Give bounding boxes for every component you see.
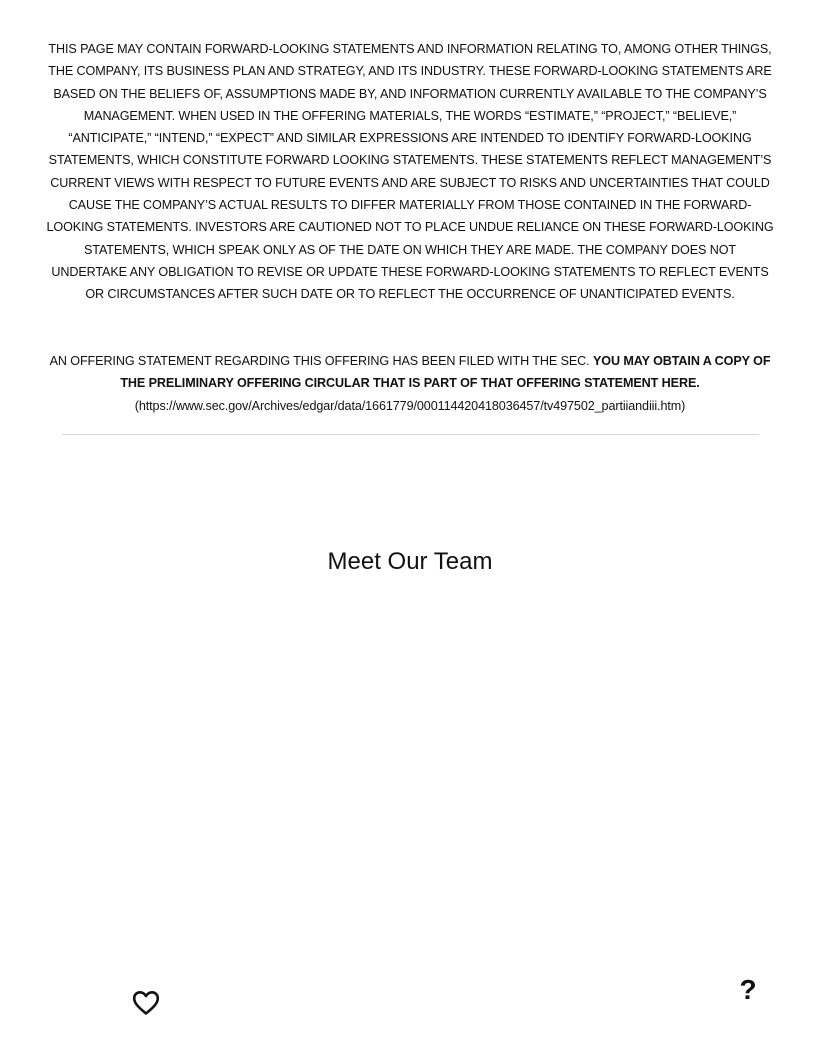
- question-icon[interactable]: ?: [739, 974, 757, 1005]
- section-divider: [62, 434, 759, 435]
- offering-circular-link-label[interactable]: YOU MAY OBTAIN A COPY OF THE PRELIMINARY OFFERING CIRCULAR THAT IS PART OF THAT OFFERING STATEMENT HERE.: [120, 354, 771, 391]
- offering-intro-text: AN OFFERING STATEMENT REGARDING THIS OFFERING HAS BEEN FILED WITH THE SEC.: [49, 354, 593, 368]
- offering-statement-notice: [46, 350, 774, 417]
- meet-our-team-heading: Meet Our Team: [327, 548, 493, 575]
- heart-icon[interactable]: [132, 990, 160, 1016]
- offering-circular-url: (https://www.sec.gov/Archives/edgar/data/1661779/000114420418036457/tv497502_partiiandiii.htm): [134, 398, 686, 413]
- forward-looking-disclaimer: THIS PAGE MAY CONTAIN FORWARD-LOOKING STATEMENTS AND INFORMATION RELATING TO, AMONG OTHER THINGS, THE COMPANY, ITS BUSINESS PLAN AND STRATEGY, AND ITS INDUSTRY. THESE FORWARD-LOOKING STATEMENTS ARE BASED ON THE BELIEFS OF, ASSUMPTIONS MADE BY, AND INFORMATION CURRENTLY AVAILABLE TO THE COMPANY’S MANAGEMENT. WHEN USED IN THE OFFERING MATERIALS, THE WORDS “ESTIMATE,” “PROJECT,” “BELIEVE,” “ANTICIPATE,” “INTEND,” “EXPECT” AND SIMILAR EXPRESSIONS ARE INTENDED TO IDENTIFY FORWARD-LOOKING STATEMENTS, WHICH CONSTITUTE FORWARD LOOKING STATEMENTS. THESE STATEMENTS REFLECT MANAGEMENT’S CURRENT VIEWS WITH RESPECT TO FUTURE EVENTS AND ARE SUBJECT TO RISKS AND UNCERTAINTIES THAT COULD CAUSE THE COMPANY’S ACTUAL RESULTS TO DIFFER MATERIALLY FROM THOSE CONTAINED IN THE FORWARD-LOOKING STATEMENTS. INVESTORS ARE CAUTIONED NOT TO PLACE UNDUE RELIANCE ON THESE FORWARD-LOOKING STATEMENTS, WHICH SPEAK ONLY AS OF THE DATE ON WHICH THEY ARE MADE. THE COMPANY DOES NOT UNDERTAKE ANY OBLIGATION TO REVISE OR UPDATE THESE FORWARD-LOOKING STATEMENTS TO REFLECT EVENTS OR CIRCUMSTANCES AFTER SUCH DATE OR TO REFLECT THE OCCURRENCE OF UNANTICIPATED EVENTS.: [46, 42, 774, 302]
